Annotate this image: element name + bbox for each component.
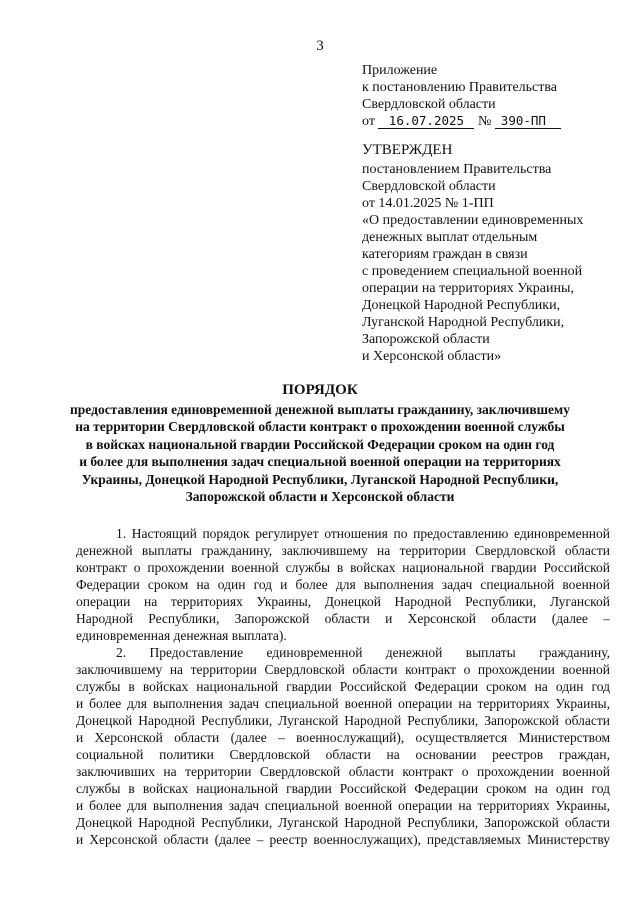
appendix-line: Приложение	[362, 63, 438, 78]
approved-line: постановлением Правительства	[362, 162, 552, 177]
body-line: и более для выполнения задач специальной военной операции на территориях Украины,	[76, 696, 610, 711]
number-prefix: №	[477, 114, 492, 129]
body-line: Федерации сроком на один год и более для выполнения задач специальной военной	[76, 577, 610, 592]
body-line: 1. Настоящий порядок регулирует отношения по предоставлению единовременной	[116, 526, 610, 541]
approved-line: операции на территориях Украины,	[362, 281, 574, 296]
body-line: Донецкой Народной Республики, Луганской Народной Республики, Запорожской области	[76, 815, 610, 830]
body-line: социальной политики Свердловской области на основании реестров граждан,	[76, 747, 610, 762]
approved-line: от 14.01.2025 № 1-ПП	[362, 196, 494, 211]
approved-line: Донецкой Народной Республики,	[362, 298, 561, 313]
approved-line: денежных выплат отдельным	[362, 230, 538, 245]
body-line: заключивших на территории Свердловской области контракт о прохождении военной	[76, 764, 610, 779]
body-line: службы в войсках национальной гвардии Российской Федерации сроком на один год	[76, 781, 610, 796]
order-subtitle-line: в войсках национальной гвардии Российской Федерации сроком на один год	[85, 436, 555, 452]
body-line: контракт о прохождении военной службы в войсках национальной гвардии Российской	[76, 560, 610, 575]
body-line: денежной выплаты гражданину, заключившему на территории Свердловской области	[76, 543, 610, 558]
order-subtitle-line: Запорожской области и Херсонской области	[185, 489, 455, 505]
body-line: Донецкой Народной Республики, Луганской Народной Республики, Запорожской области	[76, 713, 610, 728]
appendix-date-line	[362, 113, 561, 130]
approved-line: и Херсонской области»	[362, 349, 502, 364]
approved-line: «О предоставлении единовременных	[362, 213, 584, 228]
body-text	[76, 525, 610, 848]
date-prefix: от	[362, 114, 375, 129]
order-title: ПОРЯДОК	[282, 382, 358, 398]
body-line: 2. Предоставление единовременной денежной выплаты гражданину,	[116, 645, 610, 660]
order-subtitle	[70, 401, 570, 505]
body-line: заключившему на территории Свердловской области контракт о прохождении военной	[76, 662, 610, 677]
handwritten-date: 16.07.2025	[378, 113, 474, 129]
page-number: 3	[316, 38, 324, 54]
order-subtitle-line: Украины, Донецкой Народной Республики, Луганской Народной Республики,	[81, 471, 559, 487]
body-line: операции на территориях Украины, Донецкой Народной Республики, Луганской	[76, 594, 610, 609]
body-line: службы в войсках национальной гвардии Российской Федерации сроком на один год	[76, 679, 610, 694]
body-line: и Херсонской области (далее – военнослужащий), осуществляется Министерством	[76, 730, 610, 745]
body-line: и более для выполнения задач специальной военной операции на территориях Украины,	[76, 798, 610, 813]
approved-line: категориям граждан в связи	[362, 247, 528, 262]
approved-heading: УТВЕРЖДЕН	[362, 142, 453, 158]
handwritten-number: 390-ПП	[495, 113, 561, 129]
appendix-line: к постановлению Правительства	[362, 80, 558, 95]
body-line: и Херсонской области (далее – реестр военнослужащих), представляемых Министерству	[76, 832, 610, 847]
approved-line: с проведением специальной военной	[362, 264, 583, 279]
approved-line: Луганской Народной Республики,	[362, 315, 565, 330]
approved-block	[362, 142, 583, 365]
order-subtitle-line: предоставления единовременной денежной выплаты гражданину, заключившему	[70, 402, 570, 417]
body-line: единовременная денежная выплата).	[76, 628, 287, 643]
approved-line: Свердловской области	[362, 179, 496, 194]
appendix-block	[362, 62, 561, 130]
approved-line: Запорожской области	[362, 332, 490, 347]
appendix-line: Свердловской области	[362, 97, 496, 112]
order-subtitle-line: на территории Свердловской области контракт о прохождении военной службы	[75, 419, 565, 435]
body-line: Народной Республики, Запорожской области и Херсонской области (далее –	[76, 611, 610, 626]
order-subtitle-line: и более для выполнения задач специальной военной операции на территориях	[79, 454, 561, 470]
